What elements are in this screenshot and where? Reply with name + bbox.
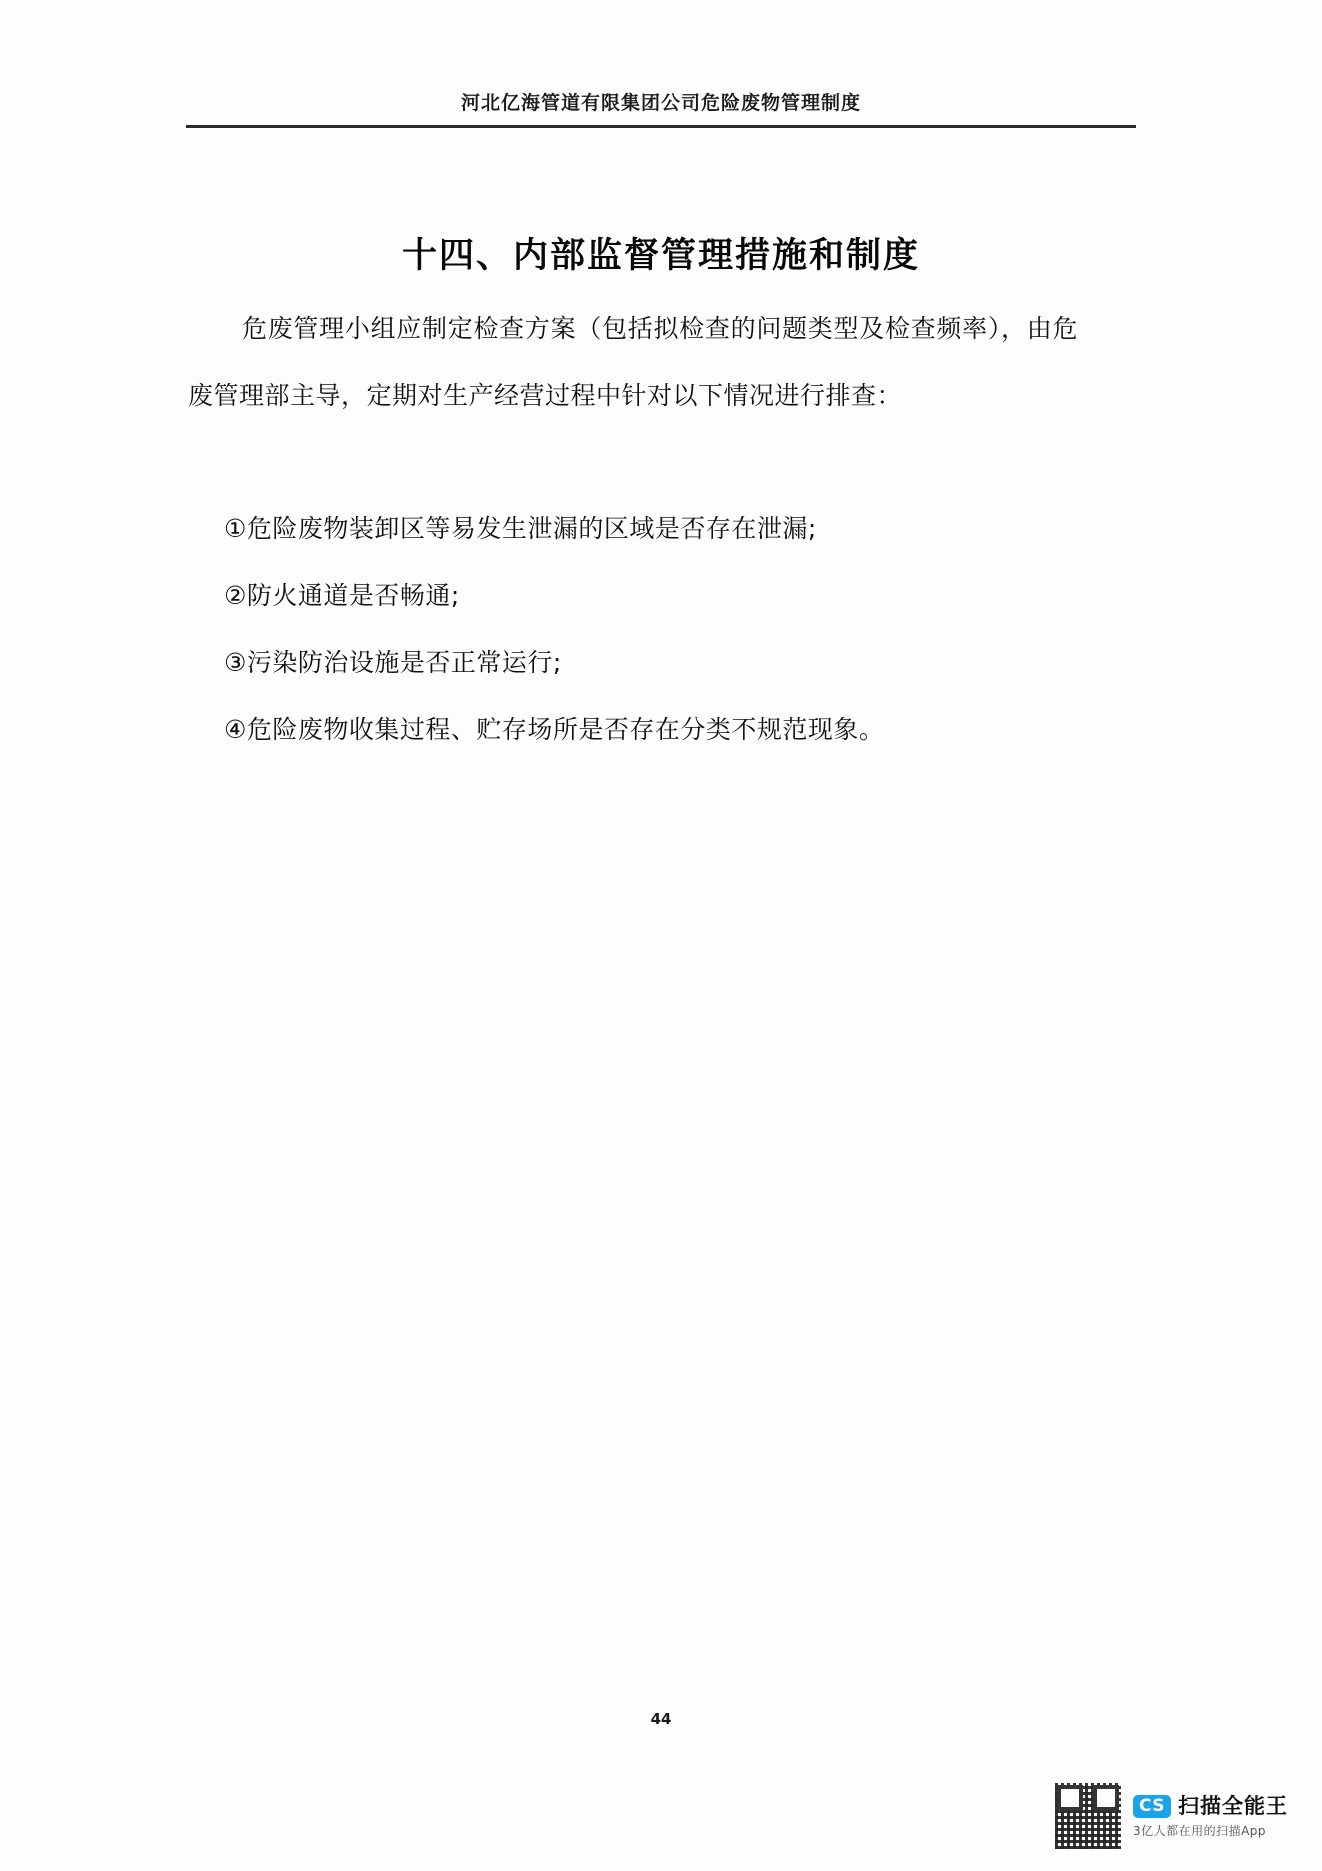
body-content [188,295,1078,429]
header-divider [186,125,1136,128]
camscanner-logo-icon: CS [1133,1795,1171,1818]
list-item: ④危险废物收集过程、贮存场所是否存在分类不规范现象。 [224,715,885,744]
page-number: 44 [650,1710,672,1728]
list-item: ③污染防治设施是否正常运行; [224,648,562,677]
running-title: 河北亿海管道有限集团公司危险废物管理制度 [460,92,861,114]
list-item: ①危险废物装卸区等易发生泄漏的区域是否存在泄漏; [224,514,817,543]
watermark-subtitle: 3亿人都在用的扫描App [1132,1823,1267,1838]
watermark-text [1133,1793,1288,1838]
intro-paragraph: 危废管理小组应制定检查方案（包括拟检查的问题类型及检查频率），由危废管理部主导，定期对生产经营过程中针对以下情况进行排查： [188,314,1078,410]
camscanner-watermark [1055,1783,1288,1849]
page-header [186,88,1136,115]
qr-code-icon [1055,1783,1121,1849]
watermark-title-row [1133,1793,1288,1819]
page-title: 十四、内部监督管理措施和制度 [401,236,920,276]
watermark-title: 扫描全能王 [1178,1794,1288,1819]
inspection-list [188,495,1078,763]
list-item: ②防火通道是否畅通; [224,581,460,610]
